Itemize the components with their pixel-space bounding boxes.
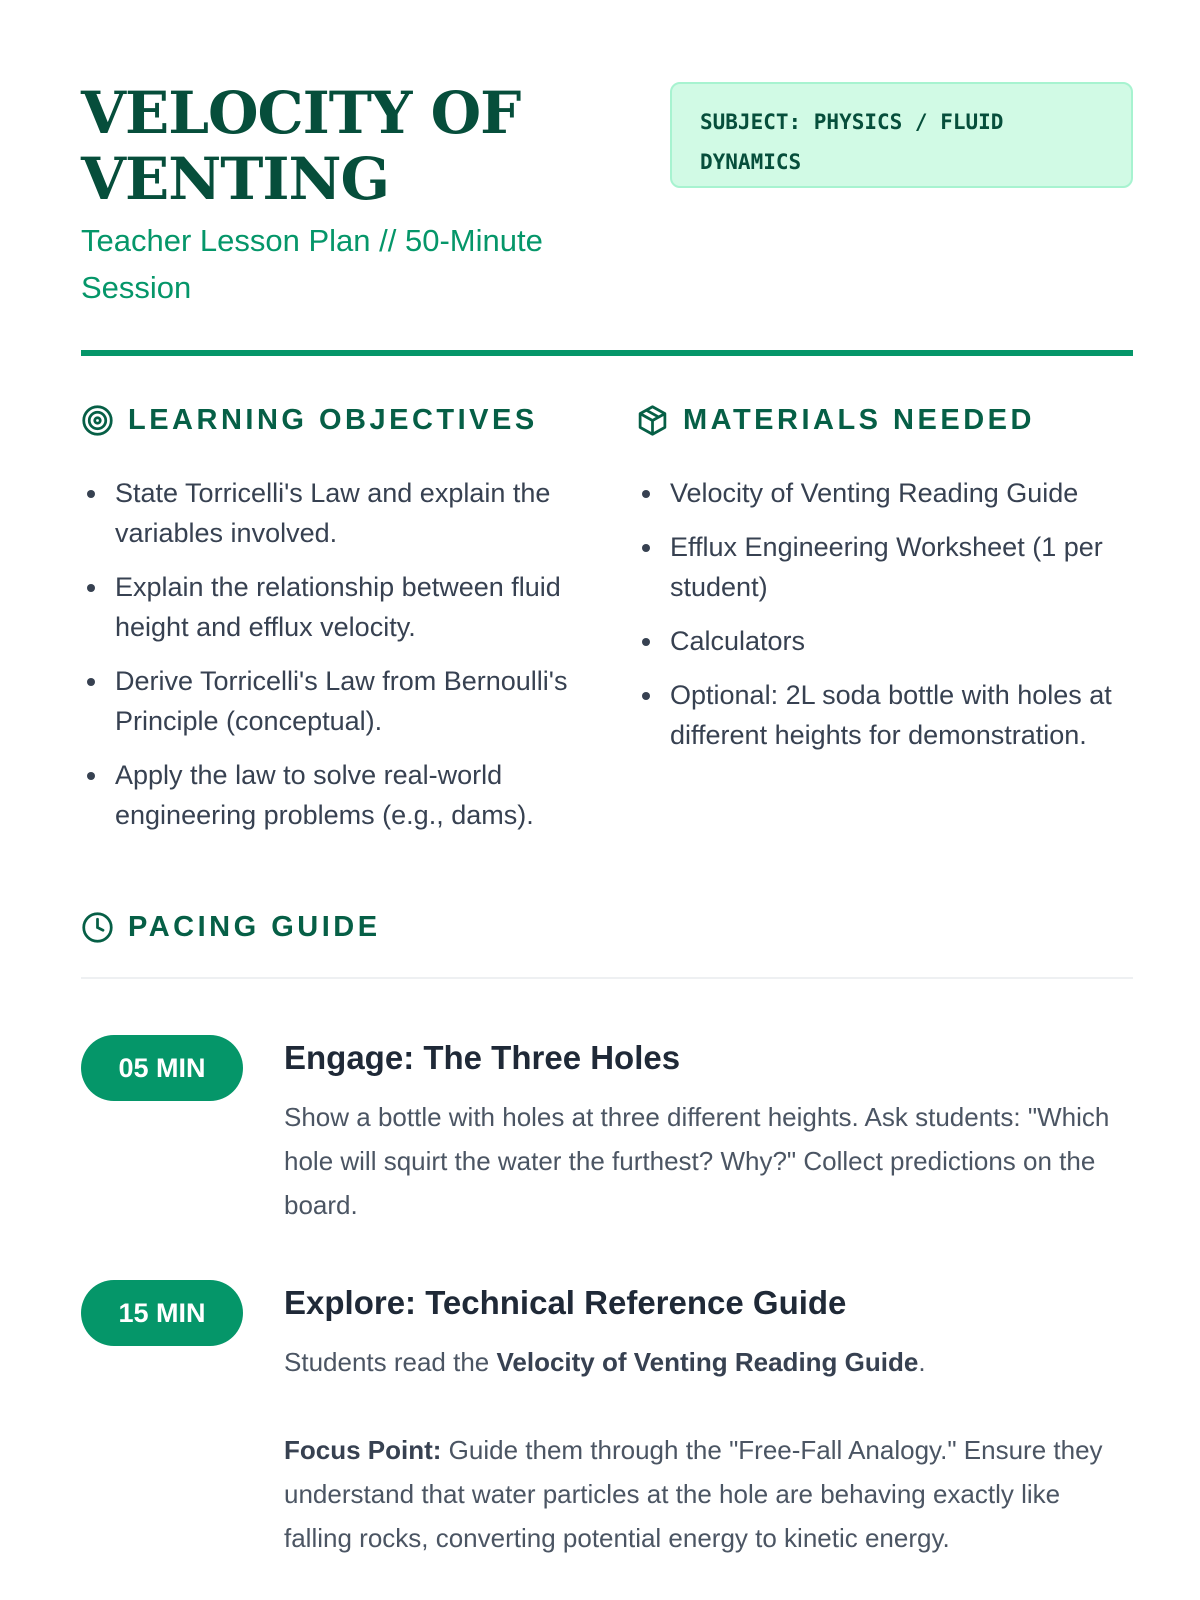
package-icon (636, 404, 669, 437)
list-item: Derive Torricelli's Law from Bernoulli's Principle (conceptual). (81, 661, 571, 741)
time-badge: 05 MIN (81, 1035, 243, 1101)
intro-suffix: . (918, 1347, 926, 1377)
materials-heading-label: MATERIALS NEEDED (683, 404, 1035, 436)
pacing-step-title: Engage: The Three Holes (284, 1039, 681, 1076)
focus-label: Focus Point: (284, 1435, 442, 1465)
focus-text: Guide them through the "Free-Fall Analogy." Ensure they understand that water particles at the hole are behaving exactly like falling rocks, converting potential energy to kinetic energy. (284, 1435, 1103, 1553)
pacing-step-description: Show a bottle with holes at three different heights. Ask students: "Which hole will squirt the water the furthest? Why?" Collect predictions on the board. (284, 1102, 1110, 1220)
list-item: Explain the relationship between fluid height and efflux velocity. (81, 567, 571, 647)
subject-badge: SUBJECT: PHYSICS / FLUID DYNAMICS (670, 82, 1133, 188)
materials-list (636, 473, 1136, 769)
pacing-heading (81, 911, 381, 944)
page-subtitle: Teacher Lesson Plan // 50-Minute Session (81, 223, 543, 305)
list-item: Calculators (636, 621, 1136, 661)
clock-icon (81, 911, 114, 944)
target-icon (81, 404, 114, 437)
pacing-divider (81, 977, 1133, 979)
page-title: VELOCITY OF VENTING (81, 79, 521, 213)
pacing-step-body (284, 1280, 1133, 1560)
pacing-step-body (284, 1035, 1133, 1227)
reading-guide-reference: Velocity of Venting Reading Guide (496, 1347, 919, 1377)
focus-point (284, 1428, 1133, 1560)
objectives-list (81, 473, 571, 849)
list-item: Efflux Engineering Worksheet (1 per student) (636, 527, 1136, 607)
time-badge: 15 MIN (81, 1280, 243, 1346)
list-item: State Torricelli's Law and explain the variables involved. (81, 473, 571, 553)
pacing-step-intro (284, 1340, 1133, 1384)
list-item: Optional: 2L soda bottle with holes at different heights for demonstration. (636, 675, 1136, 755)
list-item: Apply the law to solve real-world engineering problems (e.g., dams). (81, 755, 571, 835)
objectives-heading (81, 404, 538, 437)
list-item: Velocity of Venting Reading Guide (636, 473, 1136, 513)
intro-prefix: Students read the (284, 1347, 497, 1377)
header-divider (81, 350, 1133, 356)
pacing-heading-label: PACING GUIDE (128, 911, 381, 943)
materials-heading (636, 404, 1035, 437)
objectives-heading-label: LEARNING OBJECTIVES (128, 404, 538, 436)
pacing-step-title: Explore: Technical Reference Guide (284, 1284, 847, 1321)
